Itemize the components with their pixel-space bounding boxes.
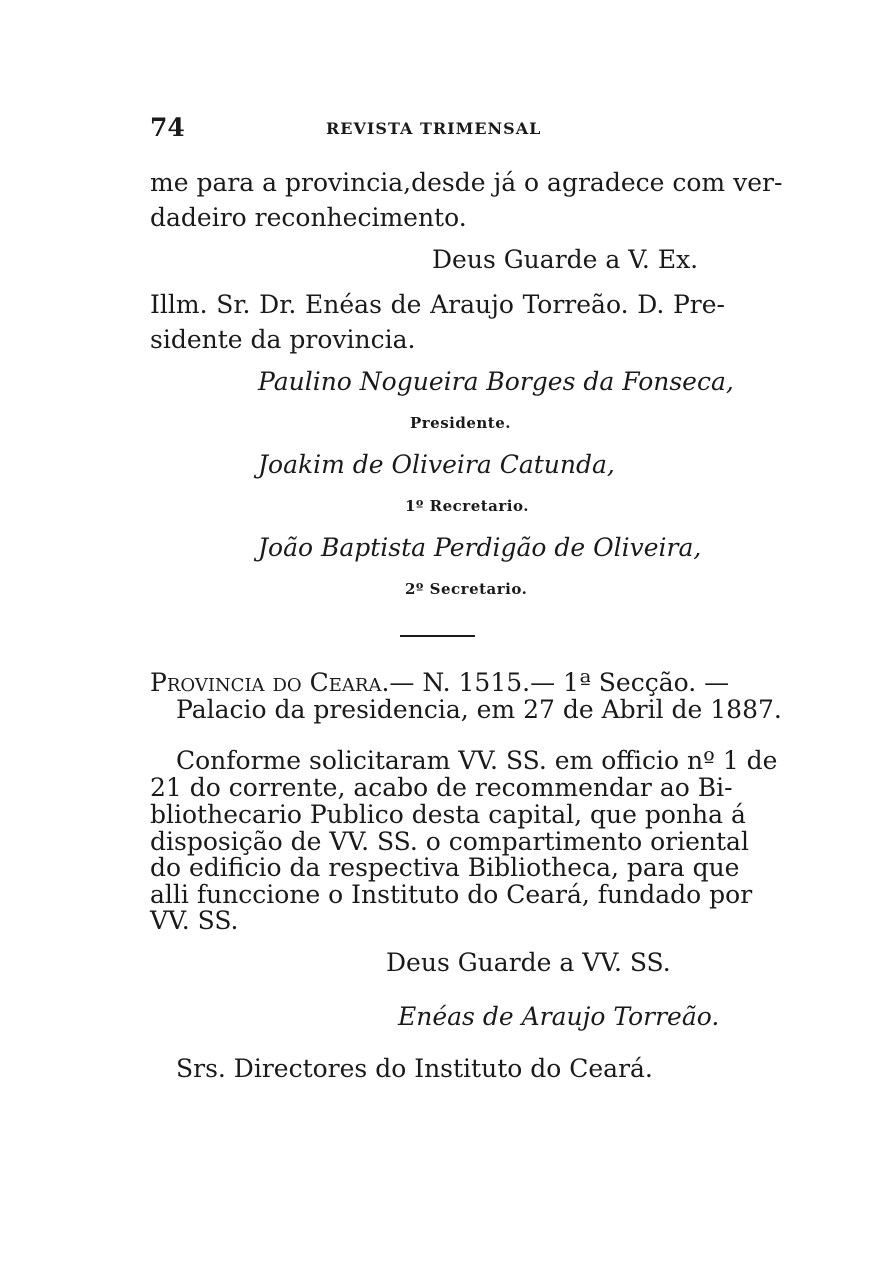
letter2-body-line: Conforme solicitaram VV. SS. em officio nº 1 de <box>176 746 778 775</box>
letter2-heading-place: Provincia do Ceara. <box>150 668 390 697</box>
letter2-body-line: alli funccione o Instituto do Ceará, fundado por <box>150 880 753 909</box>
letter2-body-line: 21 do corrente, acabo de recommendar ao Bi- <box>150 773 733 802</box>
signature-name: Joakim de Oliveira Catunda, <box>258 450 615 479</box>
signature-role: 2º Secretario. <box>405 580 528 598</box>
signature-name: João Baptista Perdigão de Oliveira, <box>258 533 702 562</box>
letter2-closing: Deus Guarde a VV. SS. <box>386 948 671 977</box>
letter2-body-line: do edificio da respectiva Bibliotheca, para que <box>150 853 740 882</box>
letter2-heading-ref: — N. 1515.— 1ª Secção. — <box>389 668 730 697</box>
letter2-heading-line2: Palacio da presidencia, em 27 de Abril de 1887. <box>176 695 782 724</box>
letter2-body-line: disposição de VV. SS. o compartimento oriental <box>150 827 749 856</box>
letter2-addressee: Srs. Directores do Instituto do Ceará. <box>176 1054 653 1083</box>
signature-name: Paulino Nogueira Borges da Fonseca, <box>258 367 734 396</box>
signature-role: 1º Recretario. <box>405 497 529 515</box>
letter1-line1: me para a provincia,desde já o agradece com ver- <box>150 168 783 197</box>
letter2-heading-line1 <box>150 668 729 697</box>
running-title: REVISTA TRIMENSAL <box>326 119 542 138</box>
letter1-addressee-line2: sidente da provincia. <box>150 325 416 354</box>
letter1-closing: Deus Guarde a V. Ex. <box>432 245 699 274</box>
signature-role: Presidente. <box>410 414 512 432</box>
letter1-line2: dadeiro reconhecimento. <box>150 203 467 232</box>
letter1-addressee-line1: Illm. Sr. Dr. Enéas de Araujo Torreão. D. Pre- <box>150 290 725 319</box>
letter2-body-line: bliothecario Publico desta capital, que ponha á <box>150 800 746 829</box>
page-number: 74 <box>150 113 185 142</box>
letter2-signature: Enéas de Araujo Torreão. <box>398 1002 720 1031</box>
letter2-body-line: VV. SS. <box>150 906 239 935</box>
section-divider <box>400 635 475 637</box>
